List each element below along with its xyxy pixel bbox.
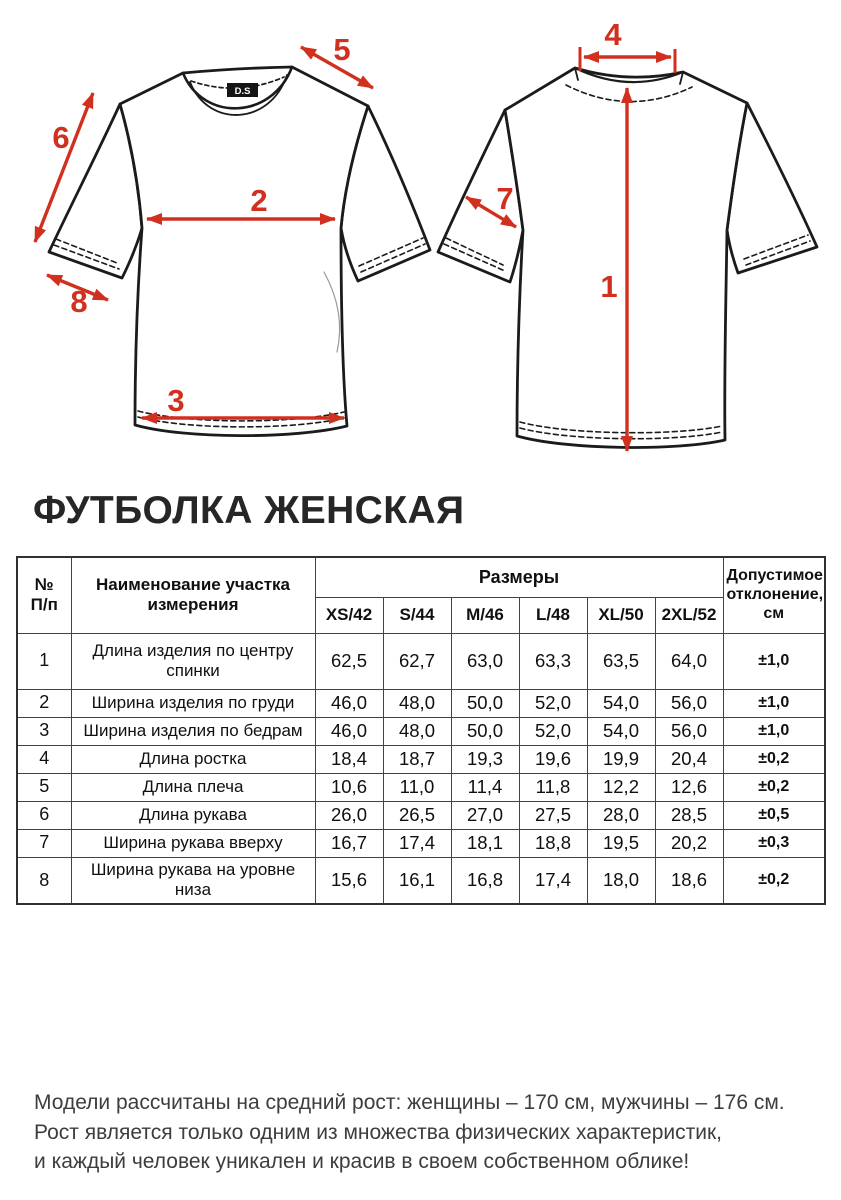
row-number: 1	[17, 633, 71, 689]
brand-label-text: D.S	[234, 86, 251, 97]
size-value: 19,3	[451, 745, 519, 773]
col-header-tolerance: Допустимое отклонение, см	[723, 557, 825, 633]
row-number: 3	[17, 717, 71, 745]
size-value: 54,0	[587, 689, 655, 717]
footer-line-3: и каждый человек уникален и красив в своем собственном облике!	[34, 1150, 690, 1173]
size-value: 63,5	[587, 633, 655, 689]
size-value: 18,6	[655, 857, 723, 904]
footer-line-2: Рост является только одним из множества физических характеристик,	[34, 1120, 723, 1144]
size-value: 56,0	[655, 689, 723, 717]
size-value: 11,8	[519, 773, 587, 801]
size-value: 10,6	[315, 773, 383, 801]
size-value: 16,1	[383, 857, 451, 904]
size-header-xs: XS/42	[315, 597, 383, 633]
size-value: 27,5	[519, 801, 587, 829]
size-value: 52,0	[519, 717, 587, 745]
size-value: 26,0	[315, 801, 383, 829]
tolerance-value: ±1,0	[723, 717, 825, 745]
table-row	[17, 689, 825, 717]
measure-label-4: 4	[604, 17, 622, 52]
row-number: 7	[17, 829, 71, 857]
measure-label-7: 7	[496, 181, 514, 216]
size-value: 18,8	[519, 829, 587, 857]
tshirt-measurement-diagram	[0, 0, 841, 485]
size-value: 52,0	[519, 689, 587, 717]
size-value: 20,4	[655, 745, 723, 773]
size-value: 54,0	[587, 717, 655, 745]
size-value: 18,0	[587, 857, 655, 904]
footer-note	[34, 1088, 834, 1177]
size-header-l: L/48	[519, 597, 587, 633]
col-header-sizes: Размеры	[315, 557, 723, 597]
size-header-2xl: 2XL/52	[655, 597, 723, 633]
size-value: 26,5	[383, 801, 451, 829]
size-value: 18,7	[383, 745, 451, 773]
measure-name: Длина плеча	[71, 773, 315, 801]
measure-label-1: 1	[600, 269, 618, 304]
size-header-s: S/44	[383, 597, 451, 633]
size-value: 18,1	[451, 829, 519, 857]
size-value: 12,2	[587, 773, 655, 801]
size-value: 50,0	[451, 689, 519, 717]
col-header-number-line1: №	[34, 575, 54, 595]
size-value: 62,5	[315, 633, 383, 689]
size-value: 19,5	[587, 829, 655, 857]
tolerance-value: ±1,0	[723, 633, 825, 689]
measure-name: Длина рукава	[71, 801, 315, 829]
size-value: 63,3	[519, 633, 587, 689]
size-value: 63,0	[451, 633, 519, 689]
measure-label-3: 3	[167, 383, 185, 418]
size-value: 56,0	[655, 717, 723, 745]
front-body	[120, 67, 368, 436]
size-table	[16, 556, 826, 905]
row-number: 8	[17, 857, 71, 904]
tolerance-value: ±0,2	[723, 857, 825, 904]
size-header-m: M/46	[451, 597, 519, 633]
front-tshirt-drawing	[49, 67, 430, 436]
measure-name: Ширина рукава на уровне низа	[71, 857, 315, 904]
table-row	[17, 745, 825, 773]
size-value: 27,0	[451, 801, 519, 829]
size-value: 17,4	[519, 857, 587, 904]
table-row	[17, 717, 825, 745]
col-header-name: Наименование участка измерения	[71, 557, 315, 633]
col-header-number	[17, 557, 71, 633]
size-value: 18,4	[315, 745, 383, 773]
row-number: 6	[17, 801, 71, 829]
size-value: 64,0	[655, 633, 723, 689]
size-value: 48,0	[383, 689, 451, 717]
measure-label-6: 6	[52, 120, 70, 155]
tolerance-value: ±0,2	[723, 773, 825, 801]
size-value: 62,7	[383, 633, 451, 689]
size-value: 16,7	[315, 829, 383, 857]
tolerance-value: ±0,2	[723, 745, 825, 773]
size-value: 12,6	[655, 773, 723, 801]
size-value: 20,2	[655, 829, 723, 857]
size-value: 15,6	[315, 857, 383, 904]
size-value: 11,4	[451, 773, 519, 801]
size-value: 19,9	[587, 745, 655, 773]
measure-label-2: 2	[250, 183, 268, 218]
table-row	[17, 633, 825, 689]
size-value: 46,0	[315, 717, 383, 745]
size-value: 46,0	[315, 689, 383, 717]
measure-name: Длина ростка	[71, 745, 315, 773]
size-value: 48,0	[383, 717, 451, 745]
size-value: 28,0	[587, 801, 655, 829]
table-header-row-1	[17, 557, 825, 597]
tolerance-value: ±0,3	[723, 829, 825, 857]
measure-name: Ширина рукава вверху	[71, 829, 315, 857]
page-title: ФУТБОЛКА ЖЕНСКАЯ	[33, 489, 465, 532]
tolerance-value: ±1,0	[723, 689, 825, 717]
row-number: 5	[17, 773, 71, 801]
measure-label-5: 5	[333, 32, 351, 67]
col-header-number-line2: П/п	[30, 595, 58, 615]
table-row	[17, 801, 825, 829]
size-value: 17,4	[383, 829, 451, 857]
size-header-xl: XL/50	[587, 597, 655, 633]
measure-name: Ширина изделия по бедрам	[71, 717, 315, 745]
table-row	[17, 773, 825, 801]
row-number: 2	[17, 689, 71, 717]
footer-line-1: Модели рассчитаны на средний рост: женщины – 170 см, мужчины – 176 см.	[34, 1091, 785, 1114]
size-value: 11,0	[383, 773, 451, 801]
measure-name: Ширина изделия по груди	[71, 689, 315, 717]
table-row	[17, 857, 825, 904]
dimension-arrow-4-ticks	[580, 47, 675, 73]
size-value: 19,6	[519, 745, 587, 773]
size-value: 16,8	[451, 857, 519, 904]
tolerance-value: ±0,5	[723, 801, 825, 829]
measure-label-8: 8	[70, 284, 88, 319]
measure-name: Длина изделия по центру спинки	[71, 633, 315, 689]
size-value: 50,0	[451, 717, 519, 745]
table-row	[17, 829, 825, 857]
size-value: 28,5	[655, 801, 723, 829]
row-number: 4	[17, 745, 71, 773]
